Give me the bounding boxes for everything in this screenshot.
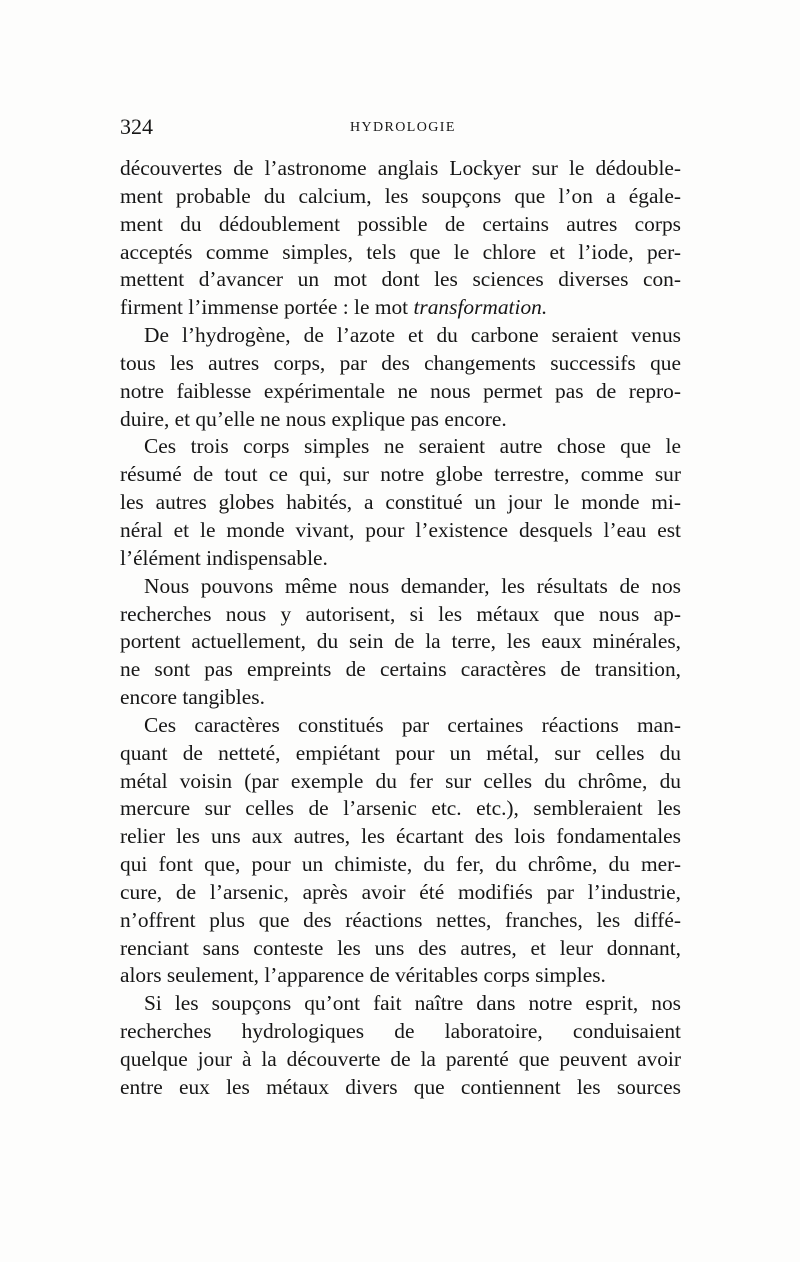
page-header: [120, 112, 681, 144]
text-line: l’élément indispensable.: [120, 545, 328, 570]
text-line: Nous pouvons même nous demander, les résultats de nos: [144, 573, 681, 598]
text-line: Ces caractères constitués par certaines réactions man-: [144, 712, 681, 737]
text-line: qui font que, pour un chimiste, du fer, du chrôme, du mer-: [120, 852, 681, 877]
paragraph: [120, 322, 681, 433]
text-line: recherches hydrologiques de laboratoire, conduisaient: [120, 1019, 681, 1044]
text-line: encore tangibles.: [120, 685, 265, 710]
text-line: alors seulement, l’apparence de véritables corps simples.: [120, 963, 606, 988]
text-line: renciant sans conteste les uns des autres, et leur donnant,: [120, 935, 681, 960]
text-line: entre eux les métaux divers que contiennent les sources: [120, 1074, 681, 1099]
paragraph: [120, 433, 681, 572]
text-line: duire, et qu’elle ne nous explique pas encore.: [120, 406, 507, 431]
text-line: les autres globes habités, a constitué un jour le monde mi-: [120, 490, 681, 515]
running-head: HYDROLOGIE: [350, 120, 456, 135]
text-line: mercure sur celles de l’arsenic etc. etc.), sembleraient les: [120, 796, 681, 821]
text-line-start: firment l’immense portée : le mot: [120, 295, 409, 320]
paragraph: [120, 990, 681, 1101]
text-line: acceptés comme simples, tels que le chlore et l’iode, per-: [120, 239, 681, 264]
text-line: De l’hydrogène, de l’azote et du carbone seraient venus: [144, 323, 681, 348]
text-line: ne sont pas empreints de certains caractères de transition,: [120, 657, 681, 682]
text-line: n’offrent plus que des réactions nettes, franches, les diffé-: [120, 907, 681, 932]
page-number: 324: [120, 114, 153, 139]
text-line: résumé de tout ce qui, sur notre globe terrestre, comme sur: [120, 462, 681, 487]
text-line: mettent d’avancer un mot dont les sciences diverses con-: [120, 267, 681, 292]
text-line: relier les uns aux autres, les écartant des lois fondamentales: [120, 824, 681, 849]
text-line: tous les autres corps, par des changements successifs que: [120, 350, 681, 375]
text-line: recherches nous y autorisent, si les métaux que nous ap-: [120, 601, 681, 626]
text-line: métal voisin (par exemple du fer sur celles du chrôme, du: [120, 768, 681, 793]
body-text: [120, 155, 681, 1102]
paragraph: [120, 573, 681, 712]
text-line: néral et le monde vivant, pour l’existence desquels l’eau est: [120, 517, 681, 542]
text-line: ment du dédoublement possible de certains autres corps: [120, 211, 681, 236]
text-line: [120, 294, 681, 322]
text-line: découvertes de l’astronome anglais Lockyer sur le dédouble-: [120, 156, 681, 180]
italic-term: transformation.: [413, 295, 548, 320]
paragraph: [120, 712, 681, 990]
paragraph: [120, 155, 681, 322]
text-line: cure, de l’arsenic, après avoir été modifiés par l’industrie,: [120, 879, 681, 904]
text-line: portent actuellement, du sein de la terre, les eaux minérales,: [120, 629, 681, 654]
text-line: quant de netteté, empiétant pour un métal, sur celles du: [120, 740, 681, 765]
text-line: notre faiblesse expérimentale ne nous permet pas de repro-: [120, 378, 681, 403]
text-line: quelque jour à la découverte de la parenté que peuvent avoir: [120, 1047, 681, 1071]
text-line: Ces trois corps simples ne seraient autre chose que le: [144, 434, 681, 459]
text-line: Si les soupçons qu’ont fait naître dans notre esprit, nos: [144, 991, 681, 1016]
text-line: ment probable du calcium, les soupçons que l’on a égale-: [120, 183, 681, 208]
